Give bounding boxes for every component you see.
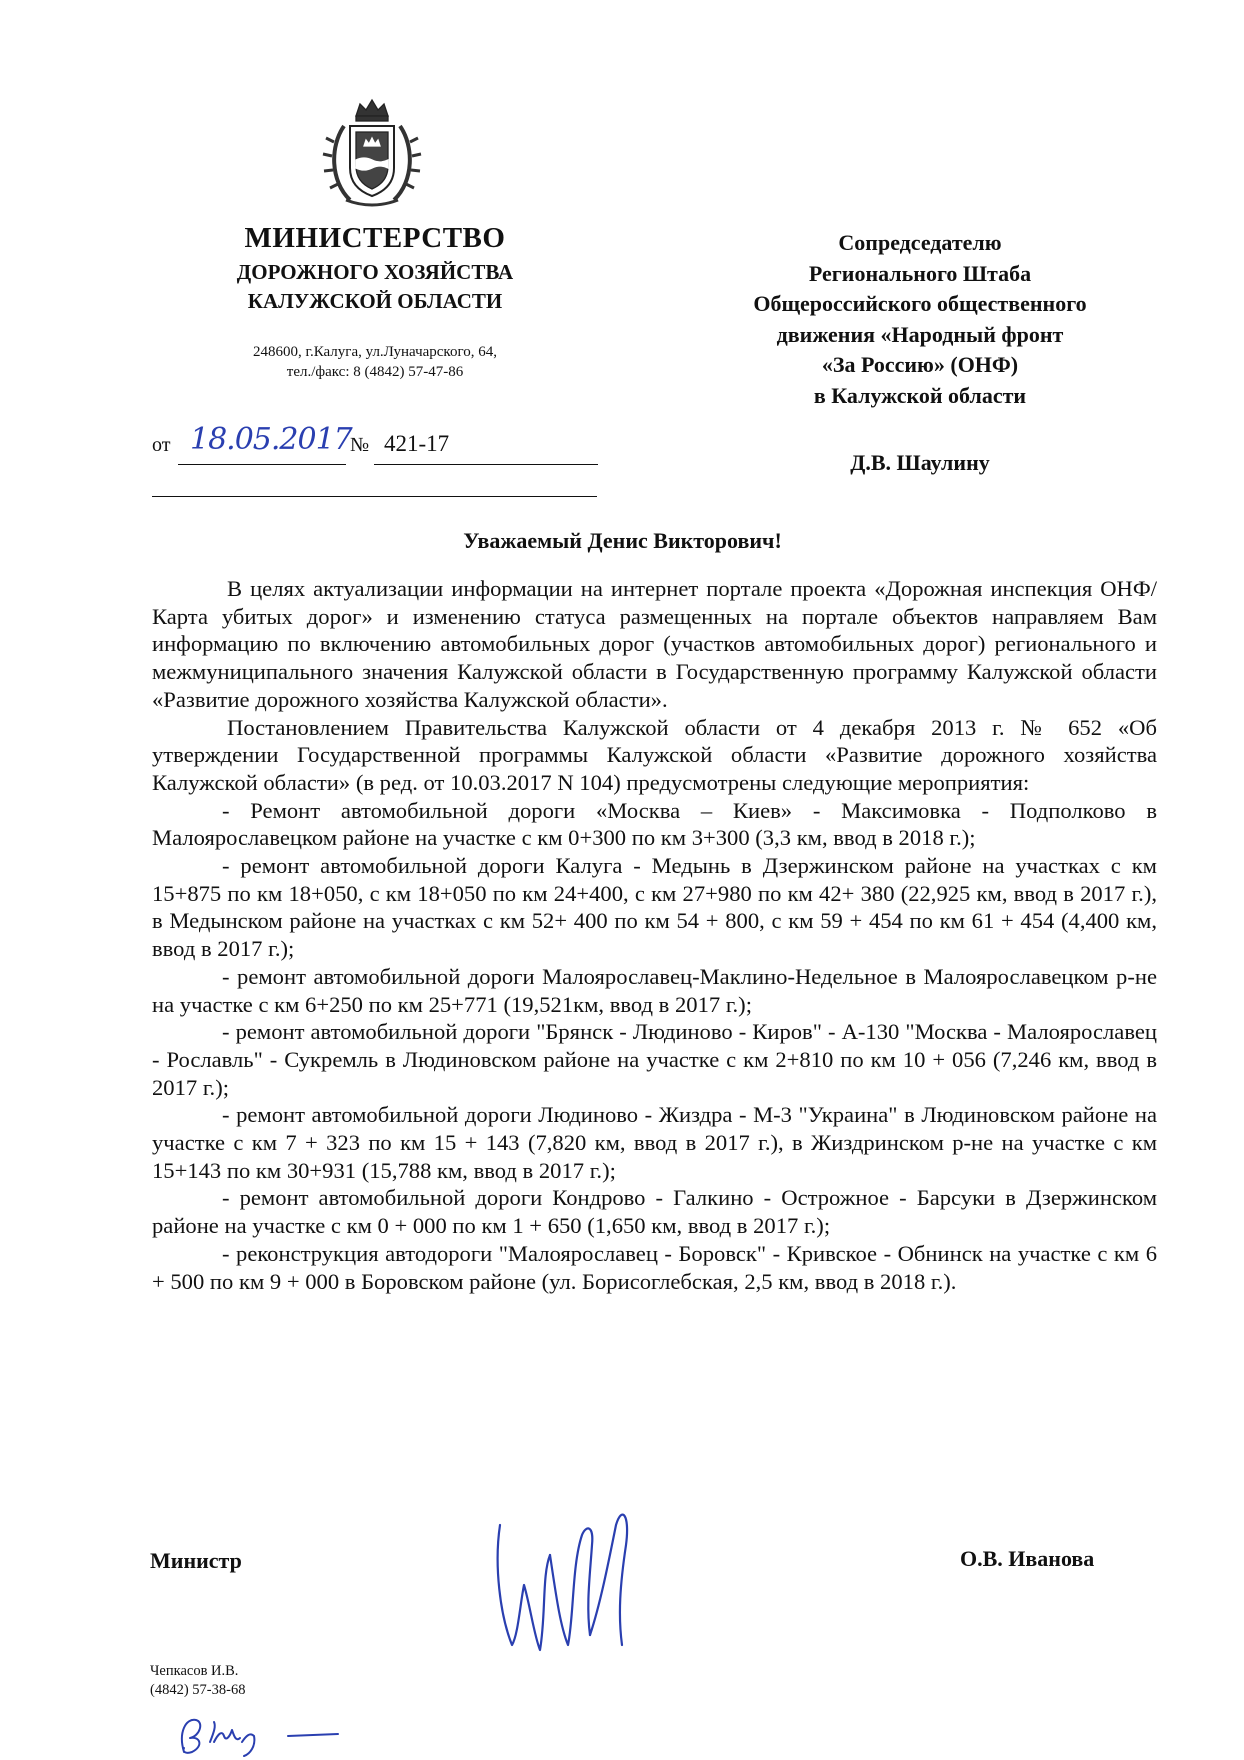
executor-info [150, 1662, 245, 1700]
addressee-name: Д.В. Шаулину [850, 450, 990, 475]
greeting: Уважаемый Денис Викторович! [463, 528, 782, 553]
from-label: от [152, 434, 171, 456]
handwritten-initials-icon [170, 1712, 350, 1758]
address-line: 248600, г.Калуга, ул.Луначарского, 64, [253, 344, 497, 360]
list-item: - реконструкция автодороги "Малоярославец - Боровск" - Кривское - Обнинск на участке с км 6 + 500 по км 9 + 000 в Боровском районе (ул. Борисоглебская, 2,5 км, ввод в 2018 г.). [152, 1240, 1157, 1294]
handwritten-signature-icon [490, 1485, 660, 1665]
body-paragraph: В целях актуализации информации на интернет портале проекта «Дорожная инспекция ОНФ/Карта убитых дорог» и изменению статуса размещенных на портале объектов направляем Вам информацию по включению автомобильных дорог (участков автомобильных дорог) регионального и межмуниципального значения Калужской области в Государственную программу Калужской области «Развитие дорожного хозяйства Калужской области». [152, 576, 1157, 712]
ministry-address [180, 342, 570, 382]
date-underline [178, 464, 346, 465]
ministry-subtitle-line1: ДОРОЖНОГО ХОЗЯЙСТВА [236, 260, 514, 284]
executor-phone: (4842) 57-38-68 [150, 1682, 246, 1698]
kaluga-coat-of-arms-icon [320, 96, 424, 212]
addressee-line: движения «Народный фронт [776, 321, 1064, 347]
list-item: - Ремонт автомобильной дороги «Москва – Киев» - Максимовка - Подполково в Малоярославецком районе на участке с км 0+300 по км 3+300 (3,3 км, ввод в 2018 г.); [152, 797, 1157, 851]
list-item: - ремонт автомобильной дороги Малоярославец-Маклино-Недельное в Малоярославецком р-не на участке с км 6+250 по км 25+771 (19,521км, ввод в 2017 г.); [152, 963, 1157, 1017]
registration-number: 421-17 [384, 431, 450, 456]
phone-fax-line: тел./факс: 8 (4842) 57-47-86 [286, 364, 464, 380]
addressee-line: «За Россию» (ОНФ) [821, 352, 1019, 377]
addressee-line: Сопредседателю [838, 230, 1002, 255]
ministry-subtitle [180, 258, 570, 316]
signer-role: Министр [150, 1548, 242, 1573]
registration-line [152, 422, 602, 468]
list-item: - ремонт автомобильной дороги Калуга - Медынь в Дзержинском районе на участках с км 15+875 по км 18+050, с км 18+050 по км 24+400, с км 27+980 по км 42+ 380 (22,925 км, ввод в 2017 г.), в Медынском районе на участках с км 52+ 400 по км 54 + 800, с км 59 + 454 по км 61 + 454 (4,400 км, ввод в 2017 г.); [152, 853, 1157, 962]
list-item: - ремонт автомобильной дороги Кондрово - Галкино - Острожное - Барсуки в Дзержинском районе на участке с км 0 + 000 по км 1 + 650 (1,650 км, ввод в 2017 г.); [152, 1185, 1157, 1239]
body-paragraph: Постановлением Правительства Калужской области от 4 декабря 2013 г. № 652 «Об утверждении Государственной программы Калужской области «Развитие дорожного хозяйства Калужской области» (в ред. от 10.03.2017 N 104) предусмотрены следующие мероприятия: [152, 714, 1157, 795]
list-item: - ремонт автомобильной дороги Людиново - Жиздра - М-3 "Украина" в Людиновском районе на участке с км 7 + 323 по км 15 + 143 (7,820 км, ввод в 2017 г.), в Жиздринском р-не на участке с км 15+143 по км 30+931 (15,788 км, ввод в 2017 г.); [152, 1102, 1157, 1183]
handwritten-date: 18.05.2017 [190, 422, 352, 457]
signer-name: О.В. Иванова [960, 1546, 1095, 1571]
list-item: - ремонт автомобильной дороги "Брянск - Людиново - Киров" - А-130 "Москва - Малоярославец - Рославль" - Сукремль в Людиновском районе на участке с км 2+810 по км 10 + 056 (7,246 км, ввод в 2017 г.); [152, 1019, 1157, 1100]
letter-body [152, 575, 1157, 1295]
ministry-title: МИНИСТЕРСТВО [244, 222, 506, 254]
ministry-subtitle-line2: КАЛУЖСКОЙ ОБЛАСТИ [247, 289, 503, 313]
addressee-block [700, 228, 1140, 411]
divider-line [152, 496, 597, 497]
number-label: № [350, 434, 370, 456]
executor-name: Чепкасов И.В. [150, 1663, 239, 1679]
addressee-line: Регионального Штаба [808, 260, 1032, 286]
addressee-line: в Калужской области [813, 382, 1027, 408]
number-underline [374, 464, 598, 465]
addressee-line: Общероссийского общественного [753, 291, 1087, 316]
